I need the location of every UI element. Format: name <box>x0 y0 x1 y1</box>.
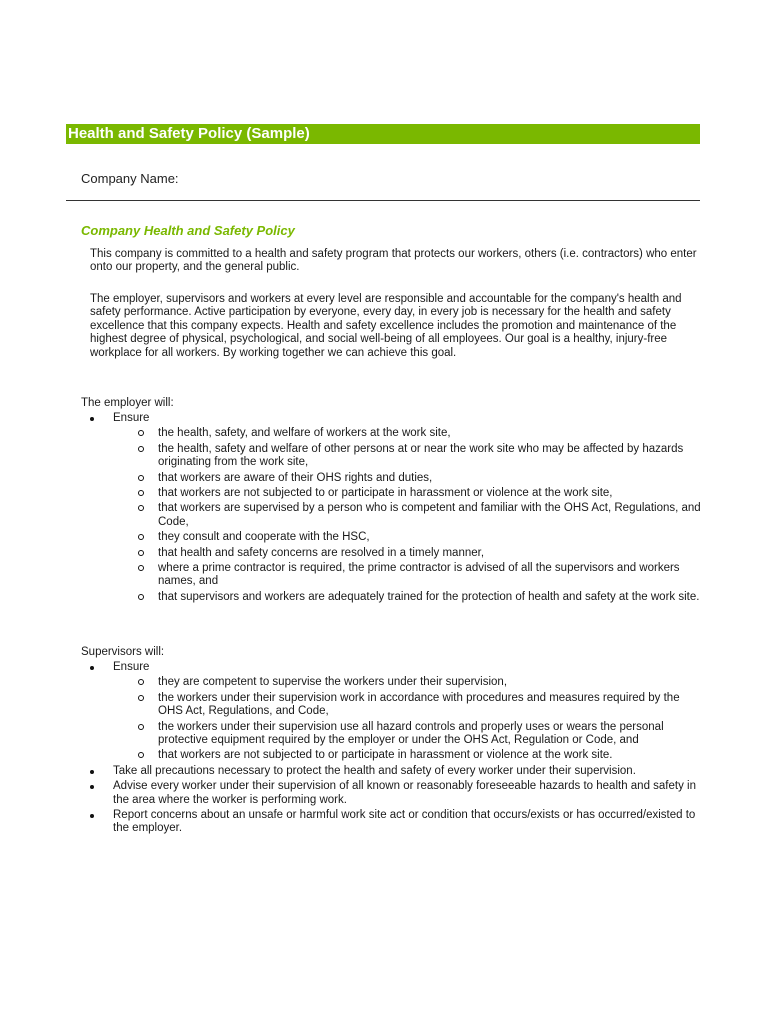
list-item: that health and safety concerns are resolved in a timely manner, <box>113 547 701 560</box>
list-item <box>89 661 701 763</box>
company-name-label: Company Name: <box>81 171 179 186</box>
list-item: that workers are aware of their OHS rights and duties, <box>113 472 701 485</box>
list-item: they consult and cooperate with the HSC, <box>113 531 701 544</box>
supervisors-section-title: Supervisors will: <box>81 646 165 658</box>
list-item: the health, safety, and welfare of workers at the work site, <box>113 427 701 440</box>
employer-list <box>89 412 701 606</box>
supervisors-ensure-label: Ensure <box>113 661 150 673</box>
list-item: that workers are not subjected to or participate in harassment or violence at the work site. <box>113 749 701 762</box>
supervisors-ensure-list <box>113 676 701 762</box>
list-item: Take all precautions necessary to protect the health and safety of every worker under their supervision. <box>89 765 701 778</box>
company-name-line <box>66 200 700 201</box>
list-item <box>89 412 701 604</box>
list-item: the workers under their supervision use all hazard controls and properly uses or wears the personal protective equipment required by the employer or under the OHS Act, Regulation or Code, and <box>113 721 701 748</box>
list-item: they are competent to supervise the workers under their supervision, <box>113 676 701 689</box>
list-item: Advise every worker under their supervision of all known or reasonably foreseeable hazards to health and safety in the area where the worker is performing work. <box>89 780 701 807</box>
list-item: where a prime contractor is required, the prime contractor is advised of all the supervisors and workers names, and <box>113 562 701 589</box>
list-item: the health, safety and welfare of other persons at or near the work site who may be affected by hazards originating from the work site, <box>113 443 701 470</box>
list-item: Report concerns about an unsafe or harmful work site act or condition that occurs/exists or has occurred/existed to the employer. <box>89 809 701 836</box>
responsibility-paragraph: The employer, supervisors and workers at every level are responsible and accountable for the company's health and safety performance. Active participation by everyone, every day, in every job is necessary for the health and safety excellence that this company expects. Health and safety excellence includes the promotion and maintenance of the highest degree of physical, psychological, and social well-being of all employees. Our goal is a healthy, injury-free workplace for all workers. By working together we can achieve this goal. <box>90 293 682 359</box>
intro-paragraph: This company is committed to a health and safety program that protects our workers, others (i.e. contractors) who enter onto our property, and the general public. <box>90 248 697 274</box>
employer-ensure-label: Ensure <box>113 412 150 424</box>
list-item: that supervisors and workers are adequately trained for the protection of health and safety at the work site. <box>113 591 701 604</box>
list-item: that workers are not subjected to or participate in harassment or violence at the work site, <box>113 487 701 500</box>
list-item: that workers are supervised by a person who is competent and familiar with the OHS Act, Regulations, and Code, <box>113 502 701 529</box>
supervisors-list <box>89 661 701 838</box>
employer-ensure-list <box>113 427 701 604</box>
employer-section-title: The employer will: <box>81 397 174 409</box>
document-title: Health and Safety Policy (Sample) <box>66 124 700 144</box>
list-item: the workers under their supervision work in accordance with procedures and measures required by the OHS Act, Regulations, and Code, <box>113 692 701 719</box>
policy-heading: Company Health and Safety Policy <box>81 223 295 238</box>
